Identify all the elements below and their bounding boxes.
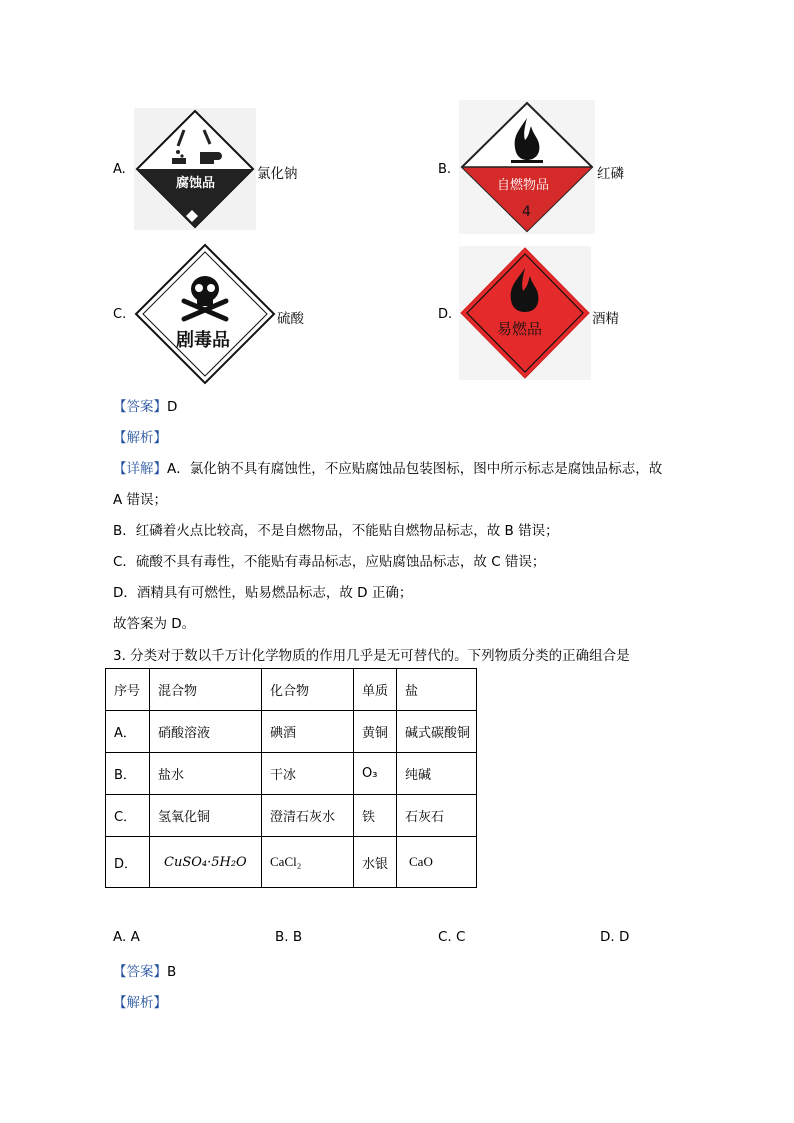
- q2-detail-line-5: D．酒精具有可燃性，贴易燃品标志，故 D 正确；: [113, 585, 413, 601]
- q3-analysis-tag: 【解析】: [113, 995, 167, 1011]
- choice-a: A. A: [113, 929, 140, 945]
- table-cell: D．: [106, 837, 150, 888]
- table-row: [106, 711, 477, 753]
- classification-table: [105, 668, 477, 888]
- table-cell: 干冰: [262, 753, 354, 795]
- flammable-sign-icon: [459, 246, 591, 380]
- table-cell: 铁: [354, 795, 397, 837]
- option-a-substance: 氯化钠: [257, 166, 298, 182]
- table-cell: 碱式碳酸铜: [397, 711, 477, 753]
- choice-b: B. B: [275, 929, 303, 945]
- q2-answer-tag: 【答案】: [113, 399, 167, 415]
- q2-detail-tag: 【详解】: [113, 461, 167, 477]
- option-d-letter: D.: [438, 307, 453, 322]
- option-c-substance: 硫酸: [277, 311, 304, 327]
- q2-detail-text-1: A．氯化钠不具有腐蚀性，不应贴腐蚀品包装图标，图中所示标志是腐蚀品标志，故: [167, 461, 663, 477]
- table-cell: 澄清石灰水: [262, 795, 354, 837]
- table-cell: 碘酒: [262, 711, 354, 753]
- option-a-letter: A.: [113, 162, 126, 177]
- q2-answer: D: [167, 399, 178, 415]
- corrosive-sign-icon: [134, 108, 256, 230]
- table-cell: CaCl₂: [262, 837, 354, 888]
- table-header-cell: 单质: [354, 669, 397, 711]
- q3-answer: B: [167, 964, 177, 980]
- q3-stem: 3. 分类对于数以千万计化学物质的作用几乎是无可替代的。下列物质分类的正确组合是: [113, 648, 630, 664]
- table-cell: 硝酸溶液: [150, 711, 262, 753]
- q2-answer-line: [113, 395, 177, 415]
- option-c-letter: C.: [113, 307, 127, 322]
- table-cell: CaO: [397, 837, 477, 888]
- flammable-sign-label: 易燃品: [497, 320, 543, 338]
- table-cell: 盐水: [150, 753, 262, 795]
- table-cell: 氢氧化铜: [150, 795, 262, 837]
- table-header-row: [106, 669, 477, 711]
- choice-d: D. D: [600, 929, 630, 945]
- table-header-cell: 盐: [397, 669, 477, 711]
- table-row: [106, 795, 477, 837]
- option-b-letter: B.: [438, 162, 452, 177]
- table-cell: C．: [106, 795, 150, 837]
- q2-analysis-tag: [113, 426, 167, 446]
- table-cell: A．: [106, 711, 150, 753]
- table-header-cell: 序号: [106, 669, 150, 711]
- toxic-sign-icon: [134, 243, 276, 385]
- q3-answer-line: [113, 960, 176, 980]
- table-row: [106, 837, 477, 888]
- option-b-substance: 红磷: [597, 166, 624, 182]
- choice-c: C. C: [438, 929, 466, 945]
- table-row: [106, 753, 477, 795]
- table-cell: O₃: [354, 753, 397, 795]
- q2-detail-line-4: C．硫酸不具有毒性，不能贴有毒品标志，应贴腐蚀品标志，故 C 错误；: [113, 554, 546, 570]
- toxic-sign-label: 剧毒品: [176, 330, 230, 351]
- table-cell: 黄铜: [354, 711, 397, 753]
- table-header-cell: 化合物: [262, 669, 354, 711]
- q2-detail-line-1: [113, 457, 662, 477]
- q2-detail-line-3: B．红磷着火点比较高，不是自燃物品，不能贴自燃物品标志，故 B 错误；: [113, 523, 559, 539]
- table-header-cell: 混合物: [150, 669, 262, 711]
- table-cell: 水银: [354, 837, 397, 888]
- table-cell: B．: [106, 753, 150, 795]
- q3-answer-tag: 【答案】: [113, 964, 167, 980]
- spontaneous-combustion-sign-label: 自燃物品: [497, 178, 550, 193]
- table-cell: CuSO₄·5H₂O: [150, 837, 262, 888]
- q2-analysis-tag-text: 【解析】: [113, 430, 167, 446]
- corrosive-sign-label: 腐蚀品: [176, 176, 216, 191]
- table-cell: 纯碱: [397, 753, 477, 795]
- spontaneous-combustion-sign-number: 4: [522, 204, 531, 220]
- q3-analysis-line: [113, 991, 167, 1011]
- table-cell: 石灰石: [397, 795, 477, 837]
- q2-detail-line-2: A 错误；: [113, 492, 168, 508]
- option-d-substance: 酒精: [592, 311, 619, 327]
- q2-conclusion: 故答案为 D。: [113, 616, 196, 632]
